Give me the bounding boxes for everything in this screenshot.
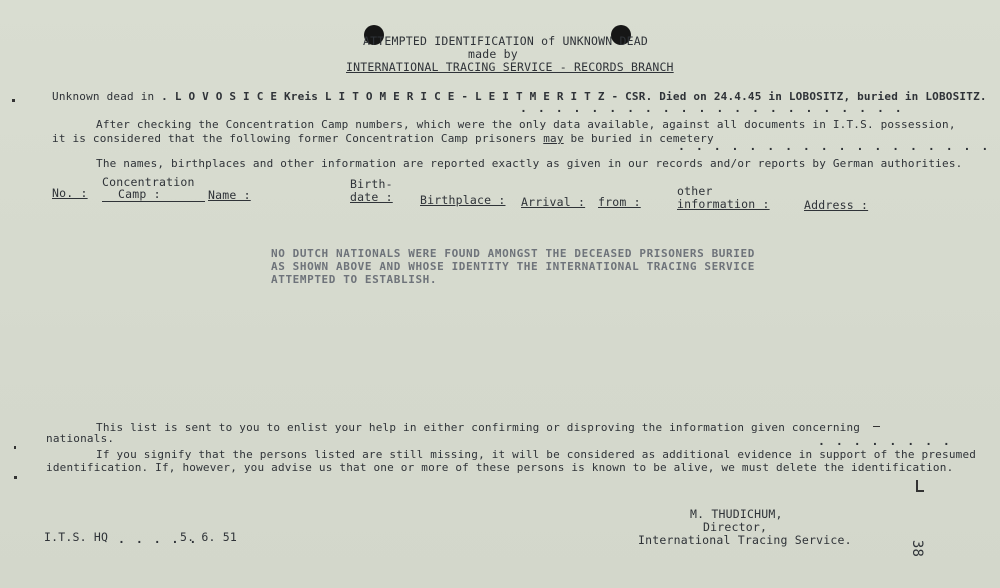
column-name: Name :: [208, 188, 251, 202]
column-camp-line-1: Concentration: [102, 175, 195, 189]
paragraph-2: The names, birthplaces and other information are reported exactly as given in our records and/or reports by German authorities.: [96, 157, 963, 170]
column-camp-line-2: Camp :: [102, 188, 205, 202]
location-place: . L O V O S I C E Kreis L I T O M E R I C E - L E I T M E R I T Z - CSR.: [161, 90, 653, 103]
column-other-line-2: information :: [677, 197, 770, 211]
document-date: 5. 6. 51: [180, 530, 237, 544]
paragraph-1-line-1: After checking the Concentration Camp numbers, which were the only data available, against all documents in I.T.S. possession,: [96, 118, 956, 131]
dotted-leader-2: . . . . . . . . . . . . . . . . . .: [678, 139, 991, 153]
signatory-name: M. THUDICHUM,: [690, 507, 783, 521]
column-other-line-1: other: [677, 184, 713, 198]
its-reference: I.T.S. HQ: [44, 530, 109, 544]
column-birthdate-line-2: date :: [350, 190, 393, 204]
margin-mark-5: [916, 490, 924, 492]
column-birthdate-line-1: Birth-: [350, 177, 393, 191]
made-by-label: made by: [468, 47, 518, 61]
paragraph-1-line-2: it is considered that the following former Concentration Camp prisoners may be buried in cemetery: [52, 132, 714, 145]
may-emphasis: may: [543, 132, 564, 145]
organization-heading: INTERNATIONAL TRACING SERVICE - RECORDS BRANCH: [346, 60, 674, 74]
margin-mark-1: [12, 99, 15, 102]
notice-line-2: AS SHOWN ABOVE AND WHOSE IDENTITY THE INTERNATIONAL TRACING SERVICE: [271, 260, 755, 273]
column-address: Address :: [804, 198, 869, 212]
signatory-organization: International Tracing Service.: [638, 533, 852, 547]
footer-paragraph-2-line-1: If you signify that the persons listed are still missing, it will be considered as additional evidence in support of the presumed: [96, 448, 977, 461]
margin-mark-3: [14, 476, 17, 479]
margin-dash: [873, 426, 880, 427]
notice-line-3: ATTEMPTED TO ESTABLISH.: [271, 273, 438, 286]
column-no: No. :: [52, 186, 88, 200]
footer-paragraph-1-line-2: nationals.: [46, 432, 115, 445]
footer-paragraph-1-line-1: This list is sent to you to enlist your help in either confirming or disproving the information given concerning: [96, 421, 861, 434]
margin-mark-2: [14, 446, 16, 449]
signatory-title: Director,: [703, 520, 768, 534]
dotted-leader-3: . . . . . . . .: [818, 434, 952, 448]
footer-paragraph-2-line-2: identification. If, however, you advise us that one or more of these persons is known to be alive, we must delete the identification.: [46, 461, 954, 474]
notice-line-1: NO DUTCH NATIONALS WERE FOUND AMONGST THE DECEASED PRISONERS BURIED: [271, 247, 755, 260]
page-mark: 38: [909, 539, 926, 558]
column-arrival: Arrival :: [521, 195, 586, 209]
dotted-leader-1: . . . . . . . . . . . . . . . . . . . . . .: [520, 101, 904, 115]
death-info: Died on 24.4.45 in LOBOSITZ, buried in LOBOSITZ.: [659, 90, 987, 103]
location-prefix: Unknown dead in: [52, 90, 155, 103]
dotted-leader-4: . . . . .: [118, 532, 199, 546]
document-title: ATTEMPTED IDENTIFICATION of UNKNOWN DEAD: [363, 34, 648, 48]
column-birthplace: Birthplace :: [420, 193, 506, 207]
column-from: from :: [598, 195, 641, 209]
